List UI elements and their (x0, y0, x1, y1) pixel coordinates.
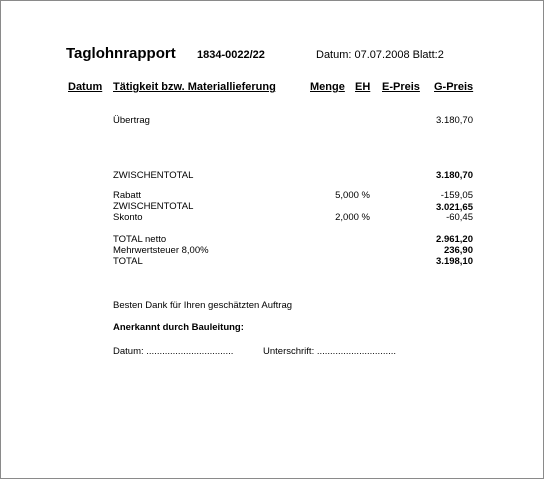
row-total-netto-gpreis: 2.961,20 (436, 234, 473, 245)
row-total-label: TOTAL (113, 256, 143, 267)
row-uebertrag-gpreis: 3.180,70 (436, 115, 473, 126)
column-header-taetigkeit: Tätigkeit bzw. Materiallieferung (113, 81, 276, 93)
row-rabatt-label: Rabatt (113, 190, 141, 201)
row-mwst-label: Mehrwertsteuer 8,00% (113, 245, 209, 256)
row-total-netto-label: TOTAL netto (113, 234, 167, 245)
document-number: 1834-0022/22 (197, 49, 265, 61)
acknowledged-label: Anerkannt durch Bauleitung: (113, 322, 244, 333)
row-rabatt-gpreis: -159,05 (440, 190, 473, 201)
row-mwst-gpreis: 236,90 (443, 245, 473, 256)
row-total-gpreis: 3.198,10 (436, 256, 473, 267)
date-signature-line: Datum: ................................. (113, 346, 234, 357)
date-and-sheet: Datum: 07.07.2008 Blatt:2 (316, 49, 444, 61)
row-zwischentotal-2-gpreis: 3.021,65 (436, 202, 473, 213)
column-header-menge: Menge (310, 81, 345, 93)
column-header-gpreis: G-Preis (434, 81, 474, 93)
row-rabatt-menge: 5,000 % (335, 190, 370, 201)
row-skonto-gpreis: -60,45 (446, 212, 473, 223)
document-title: Taglohnrapport (66, 45, 176, 62)
signature-line: Unterschrift: .............................. (263, 346, 397, 357)
row-skonto-label: Skonto (113, 212, 143, 223)
row-zwischentotal-2-label: ZWISCHENTOTAL (113, 201, 194, 212)
row-zwischentotal-gpreis: 3.180,70 (436, 170, 473, 181)
row-uebertrag-label: Übertrag (113, 115, 150, 126)
column-header-epreis: E-Preis (382, 81, 420, 93)
column-header-eh: EH (355, 81, 371, 93)
column-header-datum: Datum (68, 81, 103, 93)
thanks-text: Besten Dank für Ihren geschätzten Auftrag (113, 300, 293, 311)
row-skonto-menge: 2,000 % (335, 212, 370, 223)
row-zwischentotal-label: ZWISCHENTOTAL (113, 170, 194, 181)
